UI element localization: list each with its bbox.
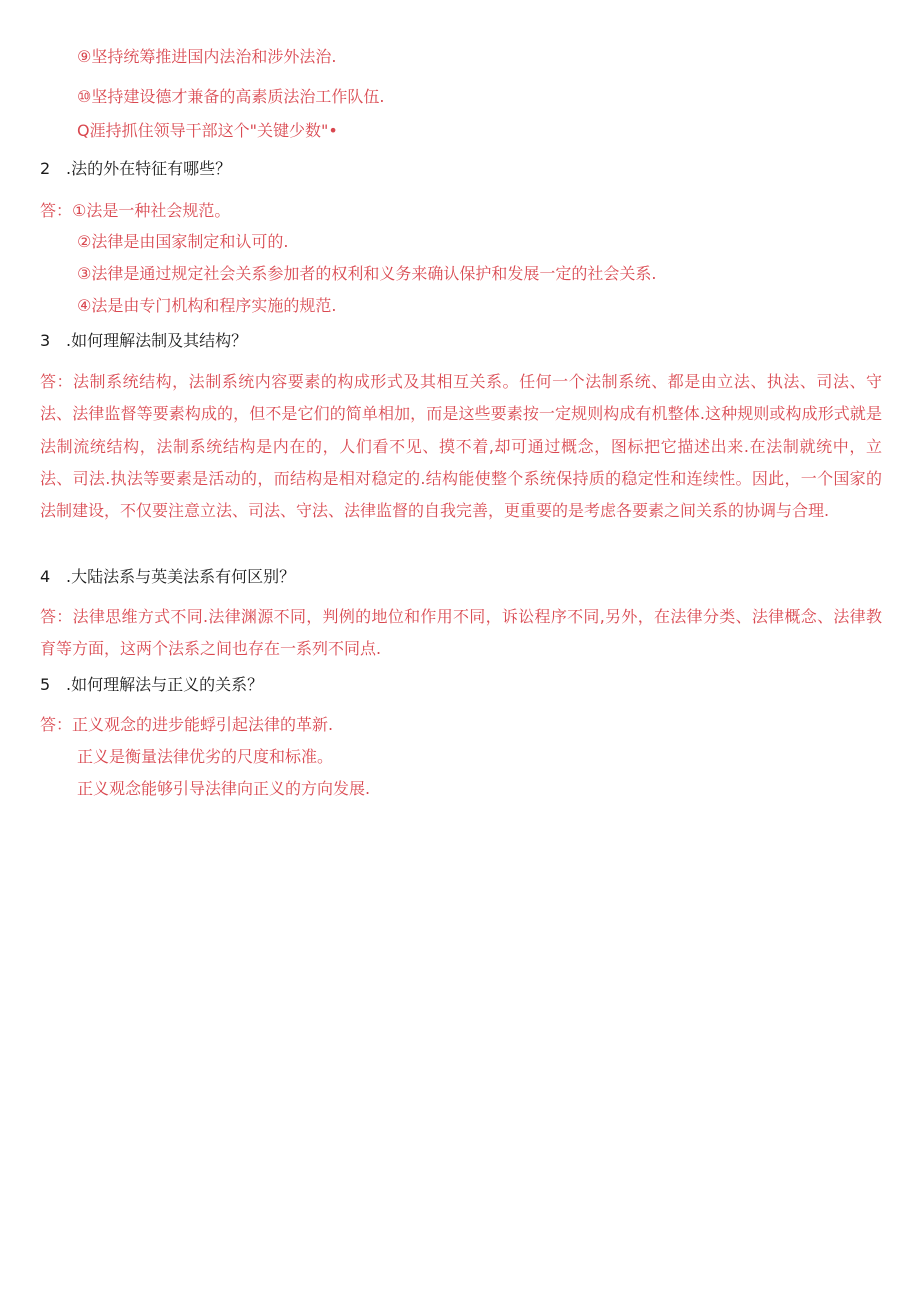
- answer-text: 正义观念的进步能蜉引起法律的革新.: [72, 715, 334, 734]
- question-4: [40, 566, 295, 588]
- question-number: 3: [40, 331, 51, 350]
- question-number: 5: [40, 675, 51, 694]
- question-text: .如何理解法与正义的关系？: [66, 675, 264, 694]
- answer-2-line-4: ④法是由专门机构和程序实施的规范.: [77, 296, 337, 315]
- question-3: [40, 330, 247, 352]
- question-2: [40, 158, 231, 180]
- answer-5-line-1: [40, 714, 333, 736]
- answer-5-line-2: 正义是衡量法律优劣的尺度和标准。: [77, 747, 334, 766]
- question-text: .大陆法系与英美法系有何区别？: [66, 567, 296, 586]
- answer-3: 答：法制系统结构，法制系统内容要素的构成形式及其相互关系。任何一个法制系统、都是由立法、执法、司法、守法、法律监督等要素构成的，但不是它们的简单相加，而是这些要素按一定规则构成有机整体.这种规则或构成形式就是法制流统结构，法制系统结构是内在的，人们看不见、摸不着,却可通过概念，图标把它描述出来.在法制就统中，立法、司法.执法等要素是活动的，而结构是相对稳定的.结构能使整个系统保持质的稳定性和连续性。因此，一个国家的法制建设，不仅要注意立法、司法、守法、法律监督的自我完善，更重要的是考虑各要素之间关系的协调与合理.: [40, 372, 882, 521]
- question-number: 2: [40, 159, 51, 178]
- answer-2-line-3: ③法律是通过规定社会关系参加者的权利和义务来确认保护和发展一定的社会关系.: [77, 264, 657, 283]
- question-text: .法的外在特征有哪些？: [66, 159, 232, 178]
- answer-text: ①法是一种社会规范。: [72, 201, 231, 220]
- question-number: 4: [40, 567, 51, 586]
- list-item: ⑩坚持建设德才兼备的高素质法治工作队伍.: [77, 87, 385, 106]
- answer-4: 答：法律思维方式不同.法律渊源不同，判例的地位和作用不同，诉讼程序不同,另外，在法律分类、法律概念、法律教育等方面，这两个法系之间也存在一系列不同点.: [40, 607, 882, 659]
- list-item: Q涯持抓住领导干部这个"关键少数"•: [77, 121, 338, 140]
- answer-prefix: 答：: [40, 715, 73, 734]
- answer-prefix: 答：: [40, 201, 73, 220]
- question-text: .如何理解法制及其结构？: [66, 331, 248, 350]
- answer-5-line-3: 正义观念能够引导法律向正义的方向发展.: [77, 779, 371, 798]
- answer-2-line-2: ②法律是由国家制定和认可的.: [77, 232, 289, 251]
- list-item: ⑨坚持统筹推进国内法治和涉外法治.: [77, 47, 337, 66]
- answer-2-line-1: [40, 200, 230, 222]
- question-5: [40, 674, 263, 696]
